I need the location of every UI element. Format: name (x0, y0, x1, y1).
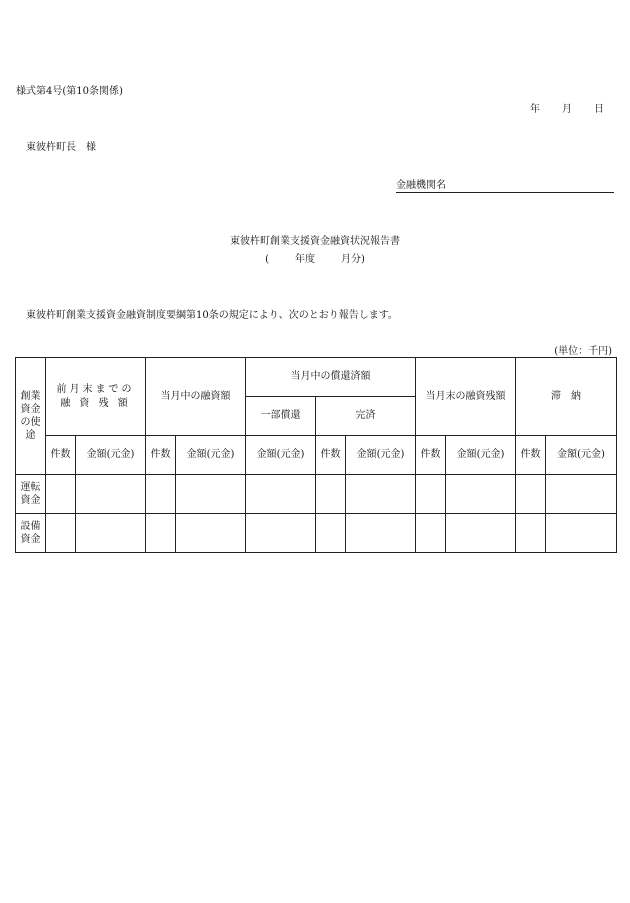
prev-balance-line1: 前月末までの (56, 384, 135, 395)
table-cell-input[interactable] (146, 475, 176, 514)
purpose-header-line: 資金 (20, 404, 41, 415)
table-row (16, 514, 617, 553)
row-label-line: 運転 (20, 481, 41, 493)
table-cell-input[interactable] (46, 514, 76, 553)
table-cell-input[interactable] (76, 475, 146, 514)
report-period (0, 250, 630, 265)
purpose-header (16, 358, 46, 475)
amount-header: 金額(元金) (246, 436, 316, 475)
month-loans-header: 当月中の融資額 (146, 358, 246, 436)
table-cell-input[interactable] (46, 475, 76, 514)
report-table (15, 357, 617, 553)
count-header: 件数 (416, 436, 446, 475)
table-cell-input[interactable] (516, 514, 546, 553)
count-header: 件数 (516, 436, 546, 475)
month-end-balance-header: 当月末の融資残額 (416, 358, 516, 436)
date-year: 年 (530, 104, 540, 115)
count-header: 件数 (316, 436, 346, 475)
row-label-line: 設備 (20, 520, 41, 532)
date-line (530, 100, 604, 115)
table-cell-input[interactable] (246, 514, 316, 553)
table-cell-input[interactable] (546, 514, 617, 553)
repaid-header: 当月中の償還済額 (246, 358, 416, 397)
purpose-header-line: の使 (20, 417, 41, 428)
amount-header: 金額(元金) (446, 436, 516, 475)
table-cell-input[interactable] (346, 475, 416, 514)
table-cell-input[interactable] (446, 514, 516, 553)
document-title: 東彼杵町創業支援資金融資状況報告書 (230, 236, 400, 247)
row-label-line: 資金 (20, 534, 41, 545)
period-year: 年度 (295, 254, 315, 265)
prev-balance-header (46, 358, 146, 436)
table-cell-input[interactable] (176, 514, 246, 553)
row-label (16, 514, 46, 553)
body-text: 東彼杵町創業支援資金融資制度要綱第10条の規定により、次のとおり報告します。 (26, 310, 398, 321)
table-cell-input[interactable] (446, 475, 516, 514)
date-month: 月 (562, 104, 572, 115)
table-cell-input[interactable] (346, 514, 416, 553)
table-cell-input[interactable] (76, 514, 146, 553)
table-cell-input[interactable] (546, 475, 617, 514)
table-cell-input[interactable] (516, 475, 546, 514)
institution-label: 金融機関名 (396, 180, 446, 191)
table-cell-input[interactable] (176, 475, 246, 514)
date-day: 日 (594, 104, 604, 115)
table-cell-input[interactable] (416, 475, 446, 514)
amount-header: 金額(元金) (346, 436, 416, 475)
period-open: ( (265, 254, 269, 265)
purpose-header-line: 途 (25, 430, 36, 441)
institution-name-field[interactable] (396, 176, 614, 193)
amount-header: 金額(元金) (546, 436, 617, 475)
complete-repayment-header: 完済 (316, 397, 416, 436)
partial-repayment-header: 一部償還 (246, 397, 316, 436)
unit-label: (単位：千円) (554, 346, 612, 357)
delinquent-header: 滞 納 (516, 358, 617, 436)
table-cell-input[interactable] (246, 475, 316, 514)
row-label (16, 475, 46, 514)
prev-balance-line2: 融 資 残 額 (60, 397, 131, 409)
amount-header: 金額(元金) (176, 436, 246, 475)
purpose-header-line: 創業 (20, 391, 41, 402)
addressee: 東彼杵町長 様 (26, 142, 96, 153)
table-cell-input[interactable] (416, 514, 446, 553)
table-cell-input[interactable] (146, 514, 176, 553)
table-row (16, 475, 617, 514)
period-month: 月分) (341, 254, 365, 265)
table-cell-input[interactable] (316, 475, 346, 514)
amount-header: 金額(元金) (76, 436, 146, 475)
table-cell-input[interactable] (316, 514, 346, 553)
count-header: 件数 (46, 436, 76, 475)
form-number: 様式第4号(第10条関係) (16, 86, 123, 97)
count-header: 件数 (146, 436, 176, 475)
row-label-line: 資金 (20, 495, 41, 506)
